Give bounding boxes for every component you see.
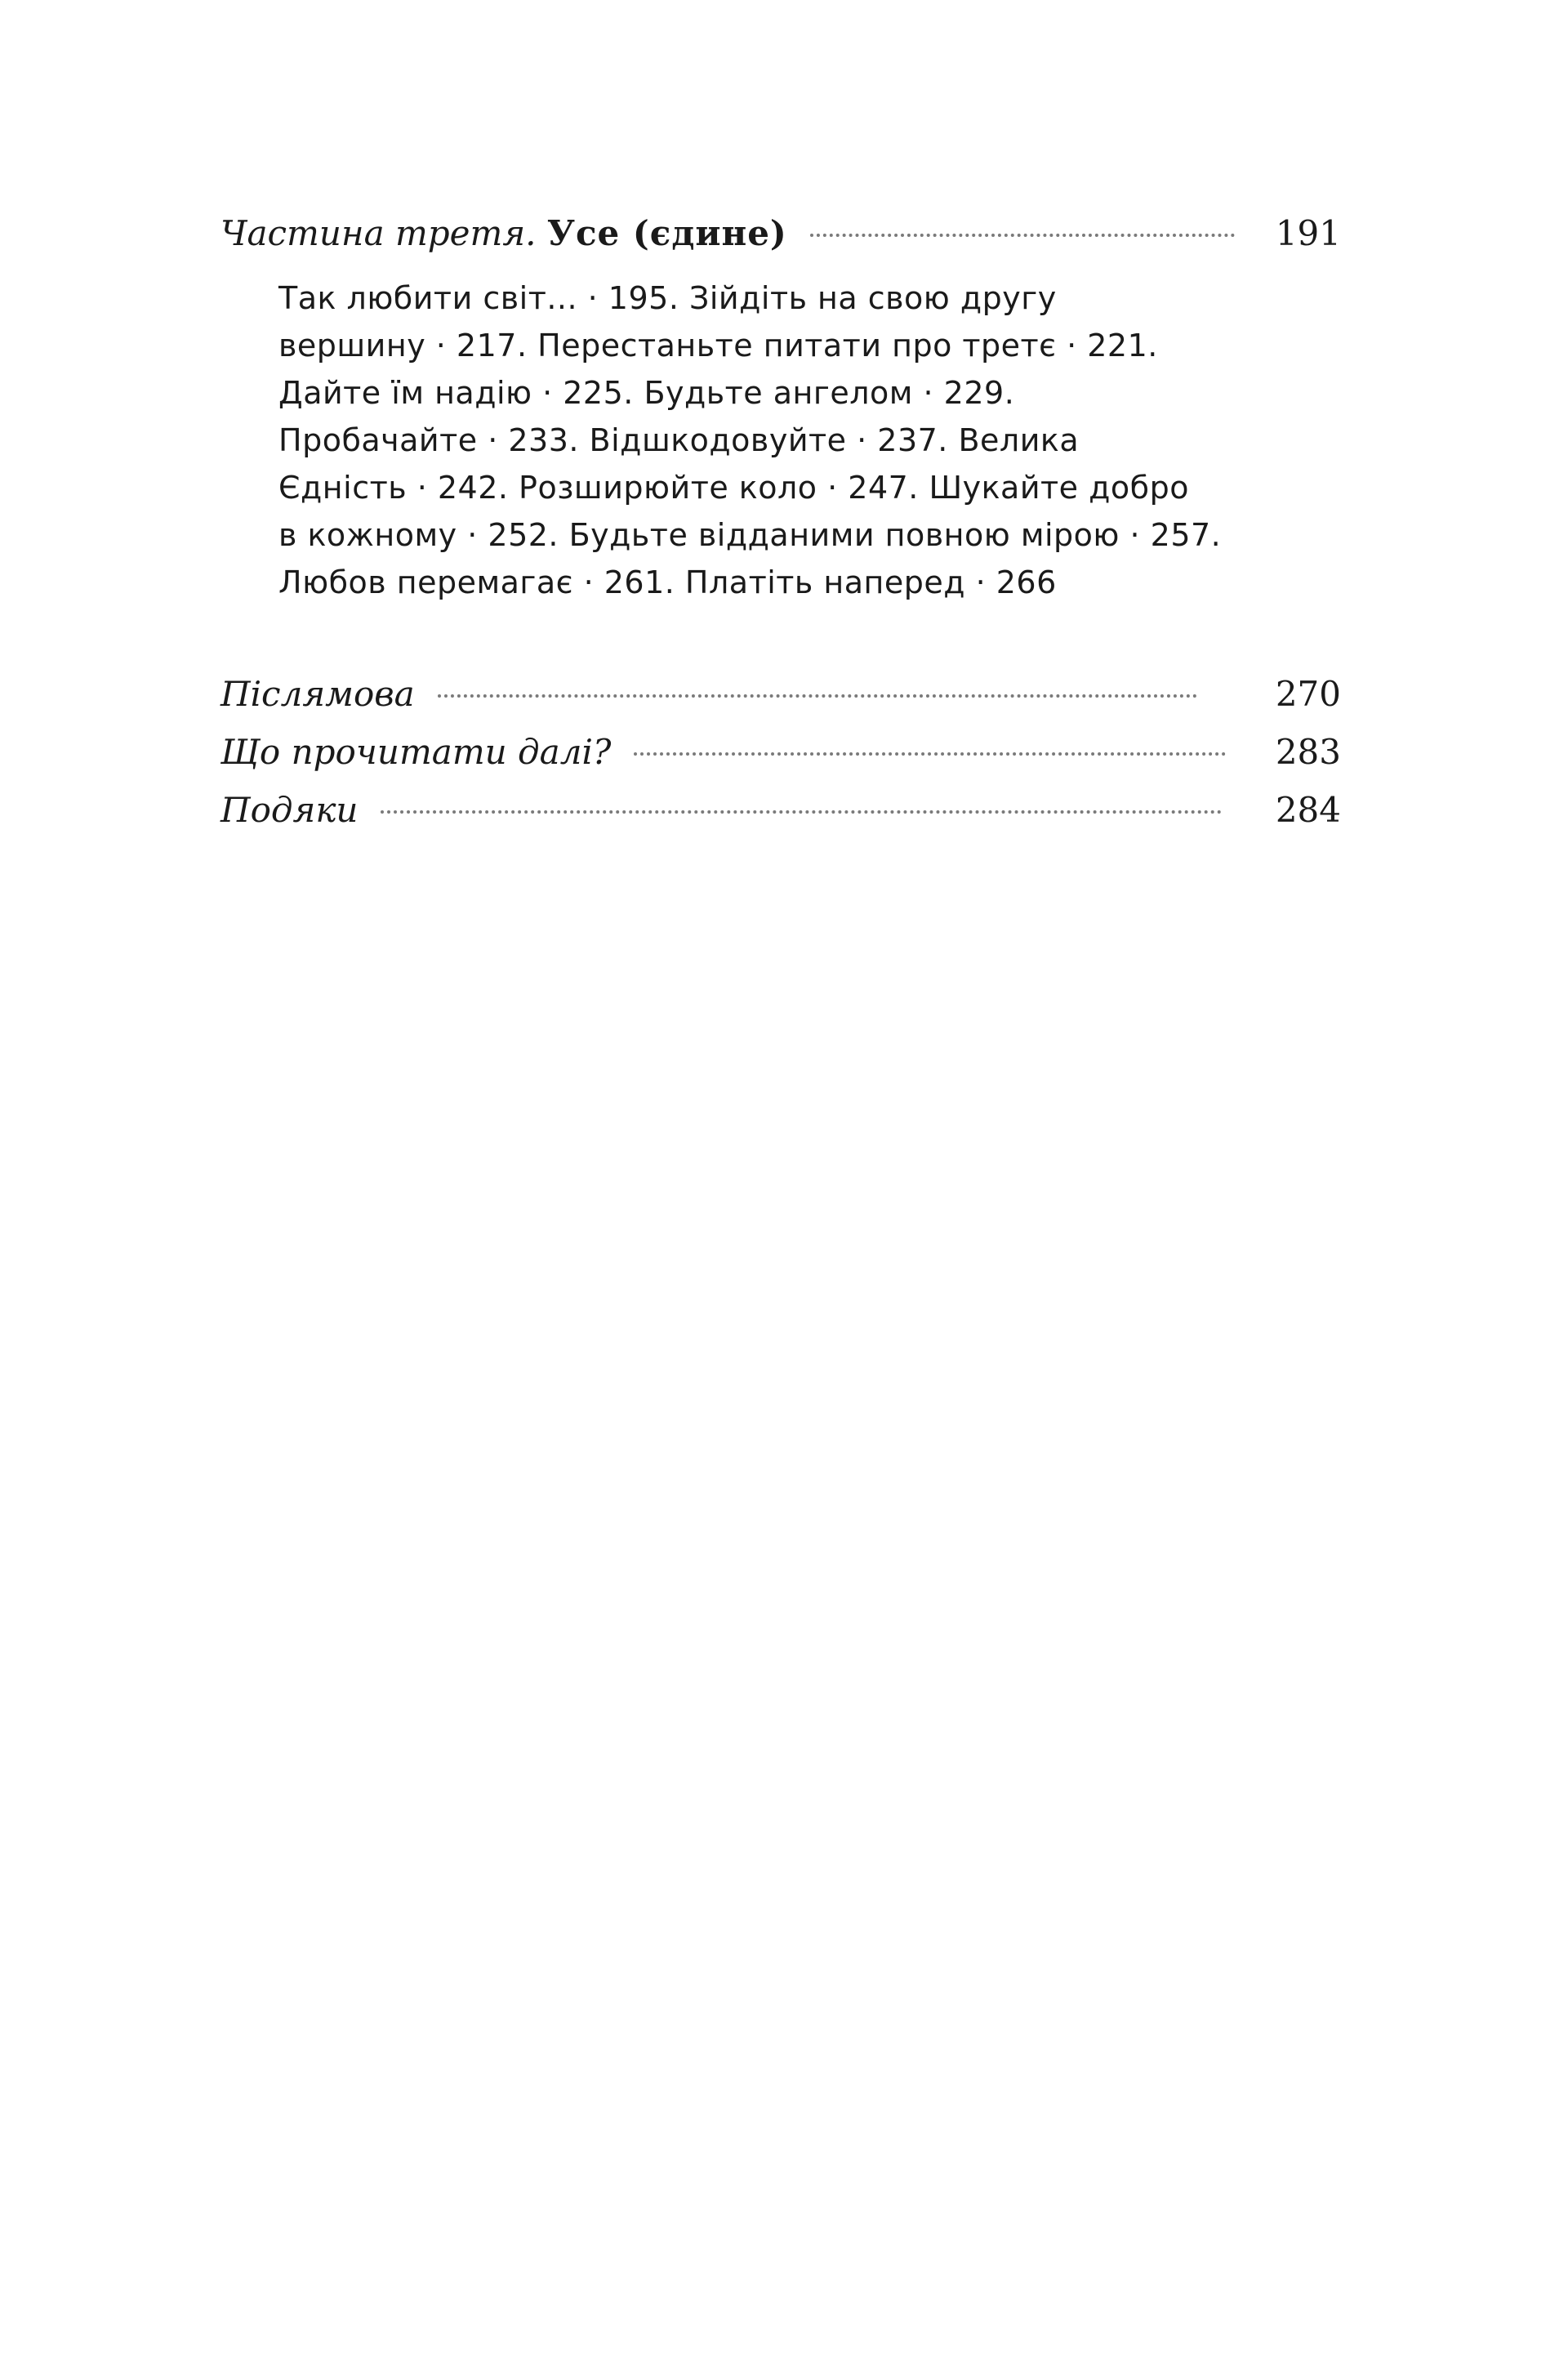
dot-leader bbox=[438, 694, 1197, 698]
dot-leader bbox=[810, 234, 1235, 237]
toc-entry-title: Подяки bbox=[220, 790, 359, 830]
section-line: Єдність · 242. Розширюйте коло · 247. Шукайте добро bbox=[278, 470, 1189, 506]
part-label: Частина третя. bbox=[220, 213, 537, 253]
toc-entry-title: Післямова bbox=[220, 674, 415, 714]
section-line: Любов перемагає · 261. Платіть наперед · 266 bbox=[278, 564, 1057, 600]
part-three-sections bbox=[278, 274, 1242, 606]
part-title: Усе (єдине) bbox=[546, 213, 787, 253]
dot-leader bbox=[634, 752, 1226, 756]
section-line: в кожному · 252. Будьте відданими повною мірою · 257. bbox=[278, 517, 1222, 553]
toc-entry-further-reading[interactable] bbox=[220, 729, 1341, 775]
toc-page-number: 191 bbox=[1275, 213, 1341, 253]
toc-entry-title bbox=[220, 211, 802, 256]
toc-page-number: 284 bbox=[1275, 790, 1341, 830]
toc-page-number: 270 bbox=[1275, 674, 1341, 714]
dot-leader bbox=[381, 810, 1222, 814]
section-line: Дайте їм надію · 225. Будьте ангелом · 229. bbox=[278, 375, 1015, 411]
toc-entry-part-three[interactable] bbox=[220, 211, 1341, 256]
toc-entry-acknowledgments[interactable] bbox=[220, 787, 1341, 833]
toc-entry-afterword[interactable] bbox=[220, 671, 1341, 717]
toc-page-number: 283 bbox=[1275, 732, 1341, 772]
section-line: Пробачайте · 233. Відшкодовуйте · 237. Велика bbox=[278, 422, 1080, 458]
toc-entry-title: Що прочитати далі? bbox=[220, 732, 612, 772]
section-line: вершину · 217. Перестаньте питати про третє · 221. bbox=[278, 328, 1158, 364]
section-line: Так любити світ... · 195. Зійдіть на свою другу bbox=[278, 280, 1057, 316]
